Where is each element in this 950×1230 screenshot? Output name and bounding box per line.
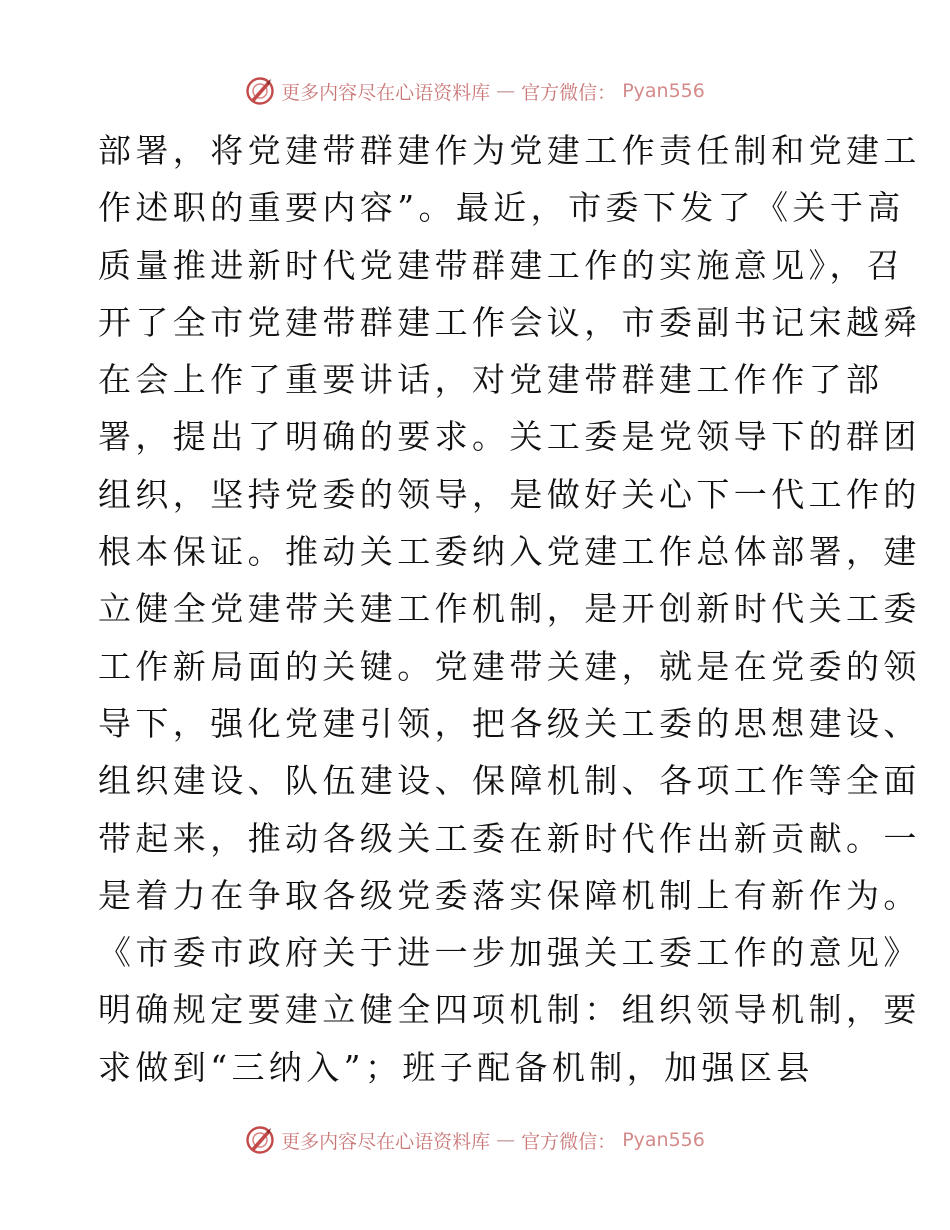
text-line: 组织建设、队伍建设、保障机制、各项工作等全面	[98, 761, 921, 801]
text-line: 导下，强化党建引领，把各级关工委的思想建设、	[98, 703, 921, 743]
text-line: 开了全市党建带群建工作会议，市委副书记宋越舜	[98, 302, 921, 342]
watermark-separator: —	[496, 1129, 516, 1151]
header-watermark	[0, 71, 950, 111]
text-line: 工作新局面的关键。党建带关建，就是在党委的领	[98, 646, 921, 686]
watermark-wechat-id: Pyan556	[622, 80, 705, 102]
document-body	[98, 122, 921, 1096]
text-line: 是着力在争取各级党委落实保障机制上有新作为。	[98, 875, 921, 915]
text-line: 求做到“三纳入”；班子配备机制，加强区县	[98, 1047, 814, 1087]
text-line: 带起来，推动各级关工委在新时代作出新贡献。一	[98, 818, 921, 858]
text-line: 署，提出了明确的要求。关工委是党领导下的群团	[98, 417, 921, 457]
text-line: 组织，坚持党委的领导，是做好关心下一代工作的	[98, 474, 921, 514]
text-line: 作述职的重要内容”。最近，市委下发了《关于高	[98, 188, 905, 228]
text-line: 立健全党建带关建工作机制，是开创新时代关工委	[98, 589, 921, 629]
watermark-separator: —	[496, 80, 516, 102]
watermark-content	[245, 76, 705, 106]
watermark-wechat-id: Pyan556	[622, 1129, 705, 1151]
footer-watermark	[0, 1120, 950, 1160]
quill-logo-icon	[245, 1125, 275, 1155]
quill-logo-icon	[245, 76, 275, 106]
text-line: 部署，将党建带群建作为党建工作责任制和党建工	[98, 131, 921, 170]
watermark-brand: 更多内容尽在心语资料库	[281, 81, 491, 104]
text-line: 《市委市政府关于进一步加强关工委工作的意见》	[98, 933, 921, 973]
text-line: 根本保证。推动关工委纳入党建工作总体部署，建	[98, 532, 921, 572]
text-line: 在会上作了重要讲话，对党建带群建工作作了部	[98, 360, 884, 400]
text-line: 质量推进新时代党建带群建工作的实施意见》，召	[98, 245, 905, 285]
watermark-content	[245, 1125, 705, 1155]
watermark-wechat-label: 官方微信：	[521, 81, 617, 104]
watermark-wechat-label: 官方微信：	[521, 1130, 617, 1153]
text-line: 明确规定要建立健全四项机制：组织领导机制，要	[98, 990, 921, 1030]
watermark-brand: 更多内容尽在心语资料库	[281, 1130, 491, 1153]
